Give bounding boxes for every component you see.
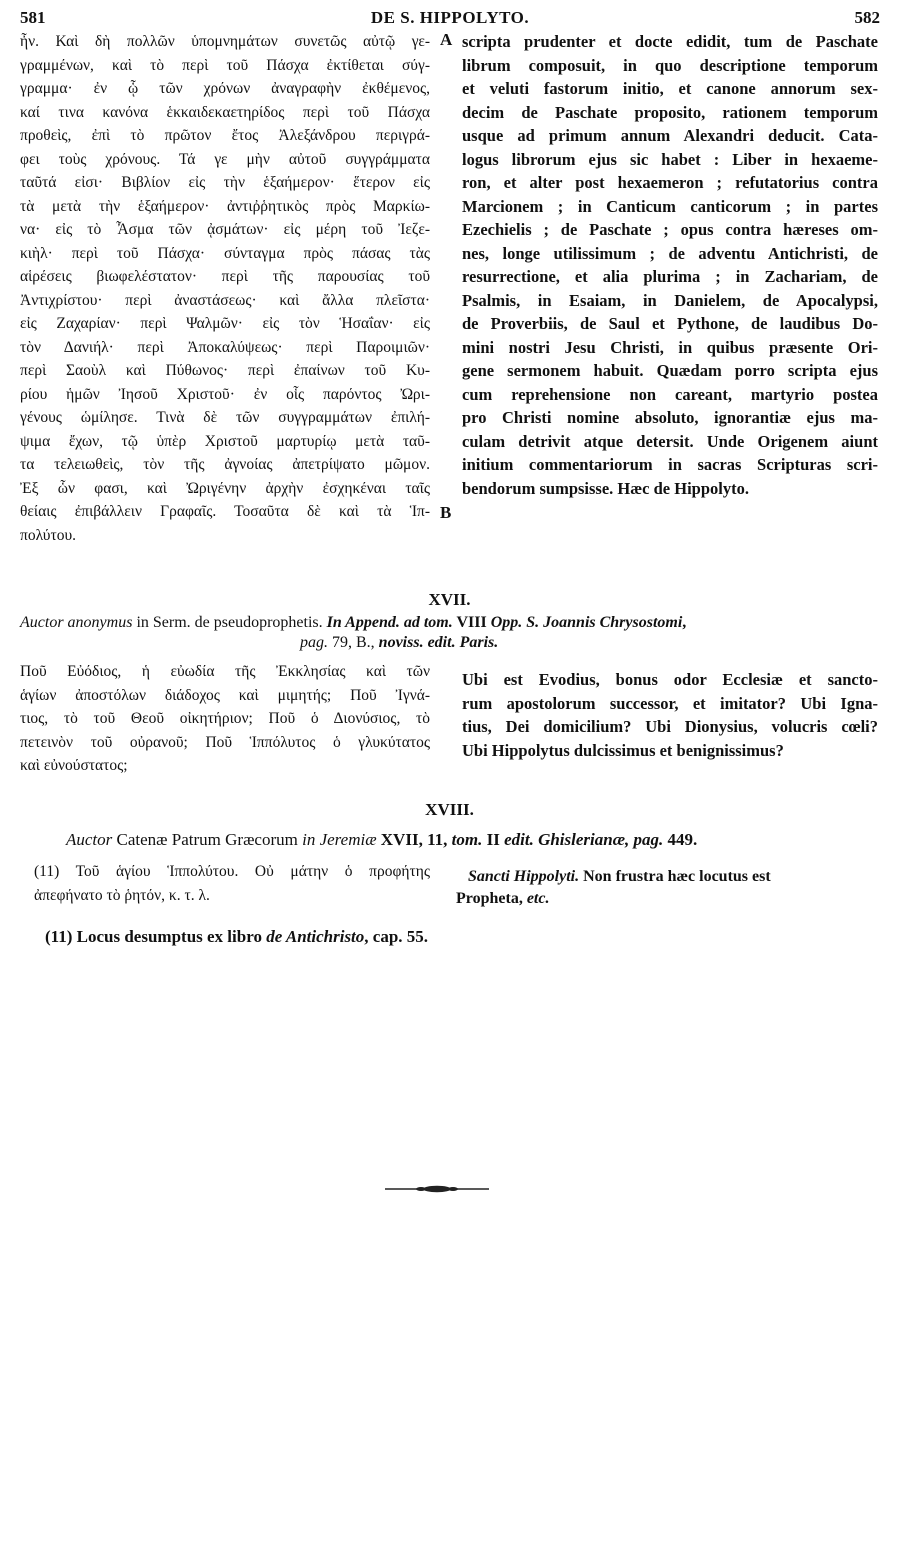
footnote-end: , cap. 55. [364,927,429,946]
section-title-xviii: XVIII. [425,800,474,819]
latin-text-line: mini nostri Jesu Christi, in quibus præsente Ori- [462,337,878,357]
latin-etc: etc. [526,890,550,907]
greek-text-line: Ἐξ ὧν φασι, καὶ Ὠριγένην ἀρχὴν ἐσχηκέναι ταῖς [20,479,430,497]
source-edition: noviss. edit. Paris. [378,634,499,651]
latin-text-line: usque ad primum annum Alexandri deducit. Cata- [462,126,878,145]
latin-column-section1 [462,30,878,500]
greek-text-line: πετεινὸν τοῦ οὐρανοῦ; Ποῦ Ἱππόλυτος ὁ γλυκύτατος [20,733,430,751]
source-ref: in Jeremiæ [302,830,377,849]
page-number-left: 581 [20,8,46,27]
latin-text-line: tius, Dei domicilium? Ubi Dionysius, volucris cœli? [462,717,878,736]
source-author: Auctor anonymus [20,614,133,631]
latin-text-line: gene sermonem habuit. Quædam porro scripta ejus [462,361,878,380]
greek-text-line: ταῦτά εἰσι· Βιβλίον εἰς τὴν ἑξαήμερον· ἕτερον εἰς [20,174,430,191]
source-vol: II [482,830,505,849]
page-number-right: 582 [854,8,880,27]
greek-text-line: γραμμα· ἐν ᾧ τῶν χρόνων ἀναγραφὴν ἐκθέμενος, [20,80,430,97]
source-text: in Serm. de pseudoprophetis. [132,614,327,631]
latin-text-line: Ubi Hippolytus dulcissimus et benignissimus? [462,740,784,760]
column-marker-a: A [440,30,453,49]
footnote-text: Locus desumptus ex libro [72,927,267,946]
footnote [45,927,428,947]
latin-text: Propheta, [456,890,527,907]
latin-text-line: de Proverbiis, de Saul et Pythone, de laudibus Do- [462,314,878,333]
source-pag: pag. [300,634,328,651]
latin-column-section2 [462,668,878,762]
latin-text-line: et veluti fastorum initio, et canone annorum sex- [462,79,878,98]
section-source-xvii-line2 [300,634,498,652]
greek-text-line: θείαις ἐπιβάλλειν Γραφαῖς. Τοσαῦτα δὲ καὶ τὰ Ἱπ- [20,503,430,520]
latin-text: Non frustra hæc locutus est [579,868,771,885]
latin-text-line: pro Christi nomine absoluto, ignorantiæ ejus ma- [462,408,878,427]
greek-text-line: τὰ μετὰ τὴν ἑξαήμερον· ἀντιῤῥητικὸς πρὸς Μαρκίω- [20,197,430,215]
greek-column-section1 [20,30,430,547]
latin-section3-line2 [456,890,549,908]
greek-text-line: αἱρέσεις βιωφελέστατον· περὶ τῆς παρουσίας τοῦ [20,268,430,285]
greek-text-line: τα τελειωθεὶς, τὸν τῆς ἀγνοίας ἀπετρίψατο μῶμον. [20,456,430,473]
latin-text-line: bendorum sumpsisse. Hæc de Hippolyto. [462,478,749,498]
footnote-work: de Antichristo [266,927,365,946]
latin-text-line: culam detrivit atque detersit. Unde Origenem aiunt [462,431,878,451]
latin-text-line: decim de Paschate proposito, rationem temporum [462,102,878,122]
end-ornament [385,1182,489,1196]
source-page: 449. [663,830,698,849]
source-page: 79, B., [328,634,379,651]
latin-text-line: Ezechielis ; de Paschate ; opus contra hæreses om- [462,220,878,239]
greek-column-section2 [20,660,430,778]
source-comma: , [682,614,687,631]
source-vol: VIII [452,614,491,631]
source-tom: tom. [451,830,483,849]
greek-text-line: Ἀντιχρίστου· περὶ ἀναστάσεως· καὶ ἄλλα πλεῖστα· [20,291,430,309]
latin-text-line: resurrectione, et alia plurima ; in Zachariam, de [462,267,878,286]
greek-text-line: ἦν. Καὶ δὴ πολλῶν ὑπομνημάτων συνετῶς αὐτῷ γε- [20,33,430,50]
greek-text-line: περὶ Σαοὺλ καὶ Πύθωνος· περὶ ἐπαίνων τοῦ Κυ- [20,362,430,379]
greek-text-line: Ποῦ Εὐόδιος, ἡ εὐωδία τῆς Ἐκκλησίας καὶ τῶν [20,663,430,680]
page-header [20,4,880,32]
latin-text-line: rum apostolorum successor, et imitator? Ubi Igna- [462,693,878,713]
greek-column-section3 [34,860,430,907]
greek-text-line: ἀπεφήνατο τὸ ῥητόν, κ. τ. λ. [34,886,210,904]
greek-text-line: ρίου ἡμῶν Ἰησοῦ Χριστοῦ· ἐν οἷς παρόντος Ὠρι- [20,385,430,403]
latin-text-line: scripta prudenter et docte edidit, tum de Paschate [462,32,878,51]
greek-text-line: προθεὶς, ἐπὶ τὸ πρῶτον ἔτος Ἀλεξάνδρου περιγρά- [20,127,430,144]
greek-text-line: πολύτου. [20,526,77,544]
source-chapter: XVII, 11, [376,830,452,849]
greek-text-line: (11) Τοῦ ἁγίου Ἱππολύτου. Οὐ μάτην ὁ προφήτης [34,863,430,880]
greek-text-line: γένους ὡμίλησε. Τινὰ δὲ τῶν συγγραμμάτων ἐπιλή- [20,409,430,426]
latin-heading: Sancti Hippolyti. [468,868,580,885]
latin-section3-line1 [468,868,771,886]
footnote-number: (11) [45,927,73,946]
greek-text-line: φει τοὺς χρόνους. Τά γε μὴν αὐτοῦ συγγράμματα [20,150,430,168]
latin-text-line: initium commentariorum in sacras Scripturas scri- [462,455,878,474]
source-work: Opp. S. Joannis Chrysostomi [490,614,683,631]
greek-text-line: καί τινα κανόνα ἑκκαιδεκαετηρίδος περὶ τοῦ Πάσχα [20,103,430,121]
source-edition: edit. Ghislerianæ, pag. [504,830,664,849]
latin-text-line: cum reprehensione non careant, martyrio postea [462,384,878,404]
greek-text-line: τιος, τὸ τοῦ Θεοῦ οἰκητήριον; Ποῦ ὁ Διονύσιος, τὸ [20,710,430,727]
greek-text-line: ἁγίων ἀποστόλων διάδοχος καὶ μιμητής; Ποῦ Ἰγνά- [20,686,430,704]
section-source-xvii [20,614,686,632]
latin-text-line: Ubi est Evodius, bonus odor Ecclesiæ et sancto- [462,670,878,689]
source-ref: In Append. ad tom. [326,614,453,631]
running-title: DE S. HIPPOLYTO. [370,8,530,27]
greek-text-line: ψιμα ἔχων, τῷ ὑπὲρ Χριστοῦ μαρτυρίῳ μετὰ ταῦ- [20,432,430,450]
source-text: Catenæ Patrum Græcorum [112,830,303,849]
greek-text-line: κιὴλ· περὶ τοῦ Πάσχα· σύνταγμα πρὸς πάσας τὰς [20,244,430,262]
greek-text-line: να· εἰς τὸ Ἆσμα τῶν ᾀσμάτων· εἰς μέρη τοῦ Ἰεζε- [20,221,430,238]
greek-text-line: εἰς Ζαχαρίαν· περὶ Ψαλμῶν· εἰς τὸν Ἡσαΐαν· εἰς [20,315,430,332]
latin-text-line: ron, et alter post hexaemeron ; refutatorius contra [462,173,878,192]
section-title-xvii: XVII. [428,590,471,609]
column-marker-b: B [440,503,452,522]
greek-text-line: γραμμένων, καὶ τὸ περὶ τοῦ Πάσχα ἐκτίθεται σύγ- [20,56,430,74]
latin-text-line: logus librorum ejus sic habet : Liber in hexaeme- [462,149,878,169]
latin-text-line: Marcionem ; in Canticum canticorum ; in partes [462,196,878,216]
source-author: Auctor [66,830,113,849]
greek-text-line: καὶ εὐνούστατος; [20,757,128,774]
section-source-xviii [66,830,697,850]
latin-text-line: nes, longe utilissimum ; de adventu Antichristi, de [462,243,878,263]
latin-text-line: librum composuit, in quo descriptione temporum [462,55,878,75]
greek-text-line: τὸν Δανιήλ· περὶ Ἀποκαλύψεως· περὶ Παροιμιῶν· [20,338,430,356]
latin-text-line: Psalmis, in Esaiam, in Danielem, de Apocalypsi, [462,290,878,310]
